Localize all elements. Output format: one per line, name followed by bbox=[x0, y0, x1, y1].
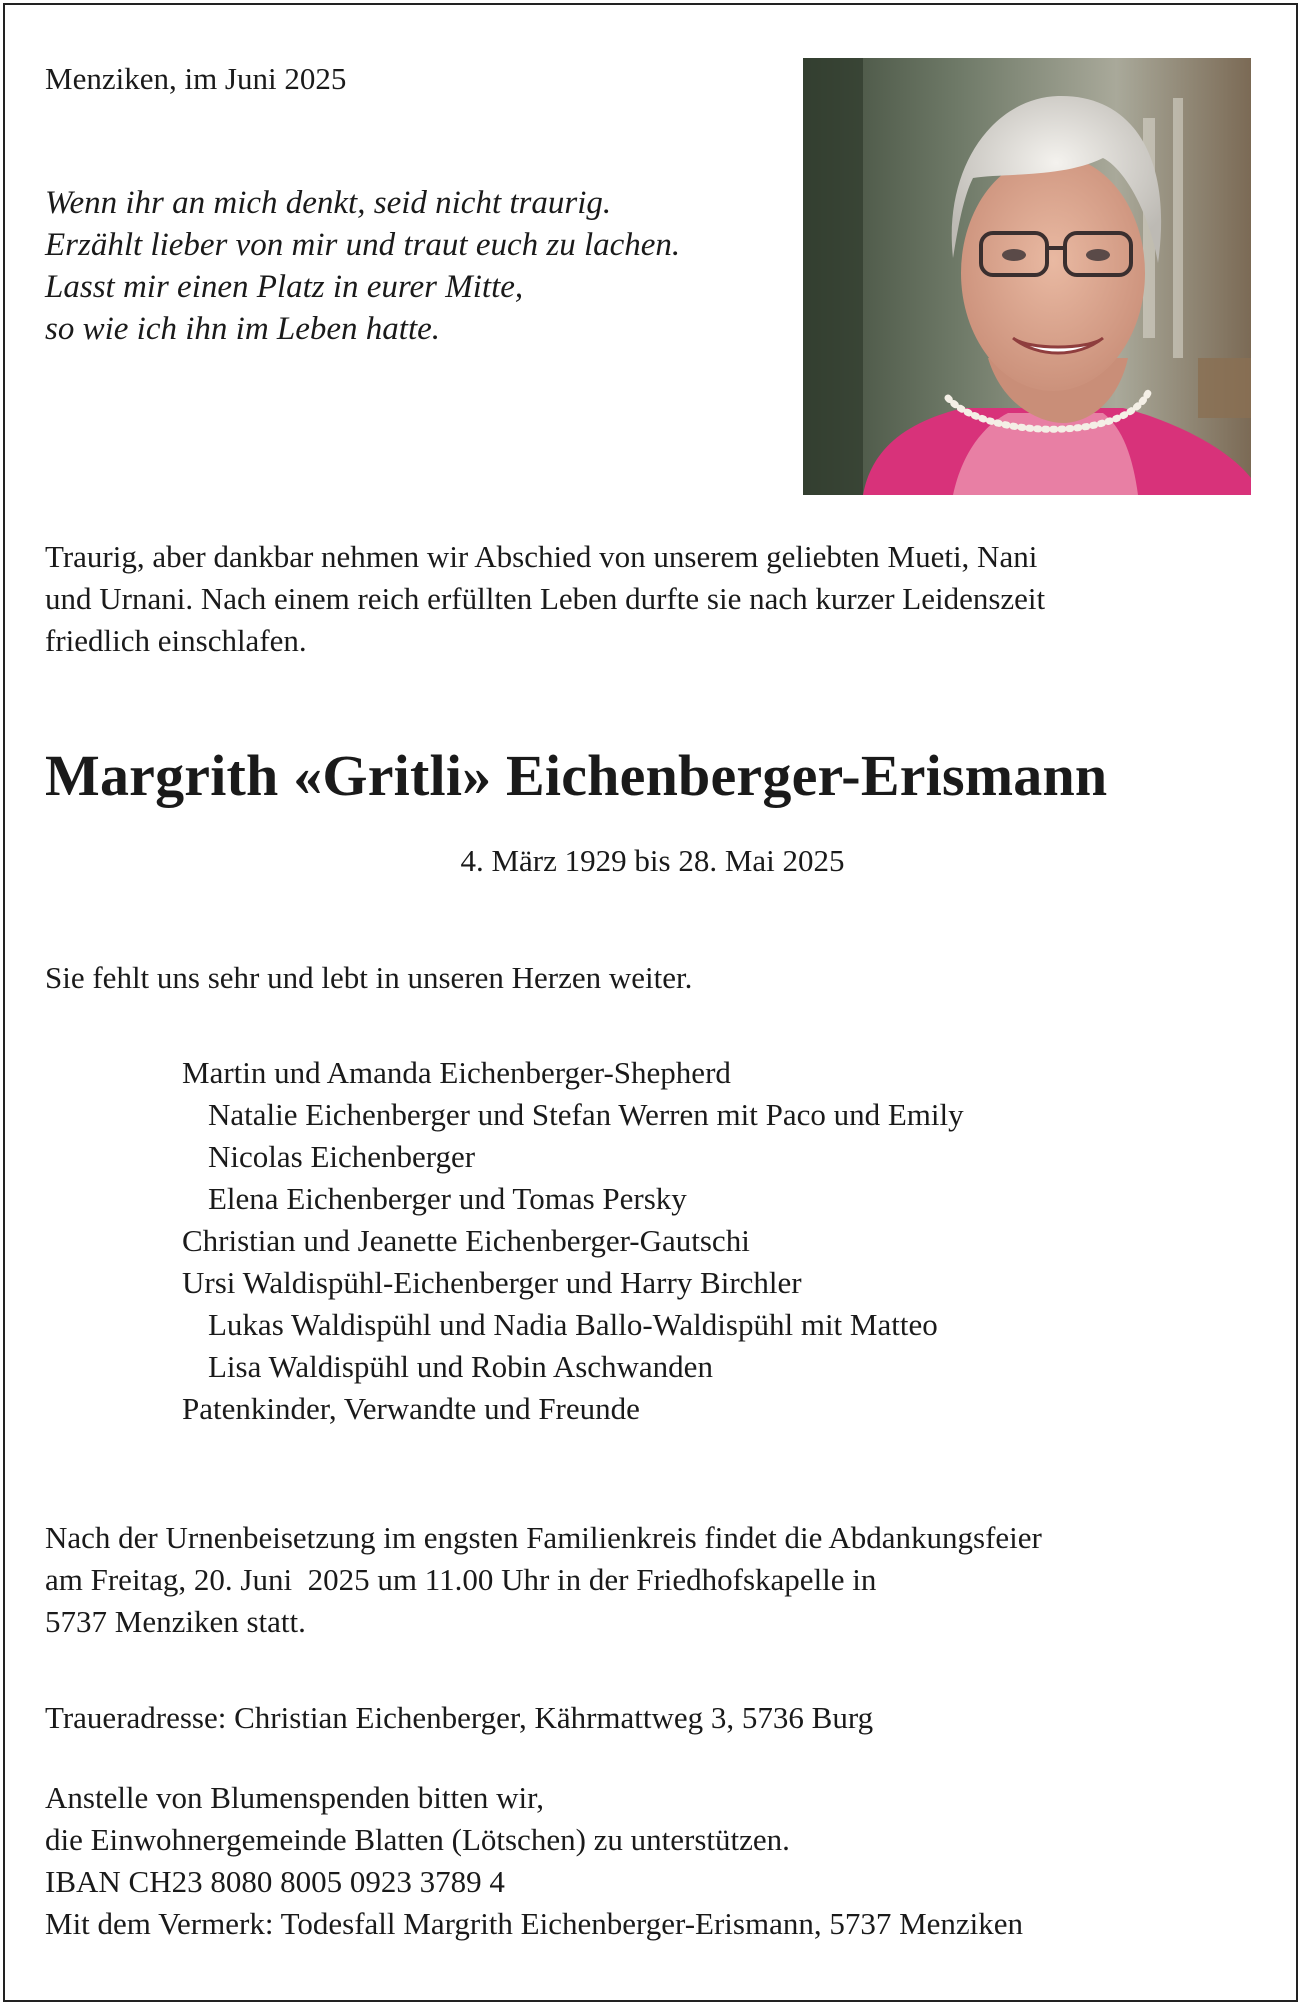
iban-line: IBAN CH23 8080 8005 0923 3789 4 bbox=[45, 1864, 505, 1899]
family-member: Lukas Waldispühl und Nadia Ballo-Waldispühl mit Matteo bbox=[208, 1307, 938, 1342]
ceremony-line: Nach der Urnenbeisetzung im engsten Familienkreis findet die Abdankungsfeier bbox=[45, 1520, 1042, 1555]
donation-line: Mit dem Vermerk: Todesfall Margrith Eichenberger-Erismann, 5737 Menziken bbox=[45, 1906, 1024, 1941]
intro-line: und Urnani. Nach einem reich erfüllten Leben durfte sie nach kurzer Leidenszeit bbox=[45, 581, 1046, 616]
family-member: Ursi Waldispühl-Eichenberger und Harry Birchler bbox=[182, 1265, 802, 1300]
intro-text bbox=[45, 536, 1045, 662]
poem-line: Lasst mir einen Platz in eurer Mitte, bbox=[45, 269, 524, 305]
ceremony-info bbox=[45, 1517, 1042, 1643]
family-member: Natalie Eichenberger und Stefan Werren mit Paco und Emily bbox=[208, 1097, 964, 1132]
family-member: Christian und Jeanette Eichenberger-Gautschi bbox=[182, 1223, 750, 1258]
ceremony-line: am Freitag, 20. Juni 2025 um 11.00 Uhr in der Friedhofskapelle in bbox=[45, 1562, 877, 1597]
portrait-photo bbox=[803, 58, 1251, 495]
place-date: Menziken, im Juni 2025 bbox=[45, 61, 347, 96]
poem-line: so wie ich ihn im Leben hatte. bbox=[45, 311, 441, 347]
family-member: Nicolas Eichenberger bbox=[208, 1139, 476, 1174]
family-member: Lisa Waldispühl und Robin Aschwanden bbox=[208, 1349, 713, 1384]
donation-line: Anstelle von Blumenspenden bitten wir, bbox=[45, 1780, 544, 1815]
mourning-address: Traueradresse: Christian Eichenberger, Kährmattweg 3, 5736 Burg bbox=[45, 1700, 874, 1735]
closing-line: Sie fehlt uns sehr und lebt in unseren Herzen weiter. bbox=[45, 960, 693, 995]
intro-line: Traurig, aber dankbar nehmen wir Abschied von unserem geliebten Mueti, Nani bbox=[45, 539, 1038, 574]
deceased-name: Margrith «Gritli» Eichenberger-Erismann bbox=[45, 743, 1108, 808]
poem-line: Wenn ihr an mich denkt, seid nicht traurig. bbox=[45, 185, 612, 221]
ceremony-line: 5737 Menziken statt. bbox=[45, 1604, 306, 1639]
donation-line: die Einwohnergemeinde Blatten (Lötschen) zu unterstützen. bbox=[45, 1822, 790, 1857]
family-member: Patenkinder, Verwandte und Freunde bbox=[182, 1391, 640, 1426]
family-member: Martin und Amanda Eichenberger-Shepherd bbox=[182, 1055, 731, 1090]
poem-line: Erzählt lieber von mir und traut euch zu lachen. bbox=[45, 227, 681, 263]
intro-line: friedlich einschlafen. bbox=[45, 623, 307, 658]
life-dates: 4. März 1929 bis 28. Mai 2025 bbox=[460, 843, 845, 878]
donation-info bbox=[45, 1777, 1023, 1945]
family-list bbox=[182, 1052, 964, 1430]
family-member: Elena Eichenberger und Tomas Persky bbox=[208, 1181, 687, 1216]
poem bbox=[45, 182, 680, 350]
